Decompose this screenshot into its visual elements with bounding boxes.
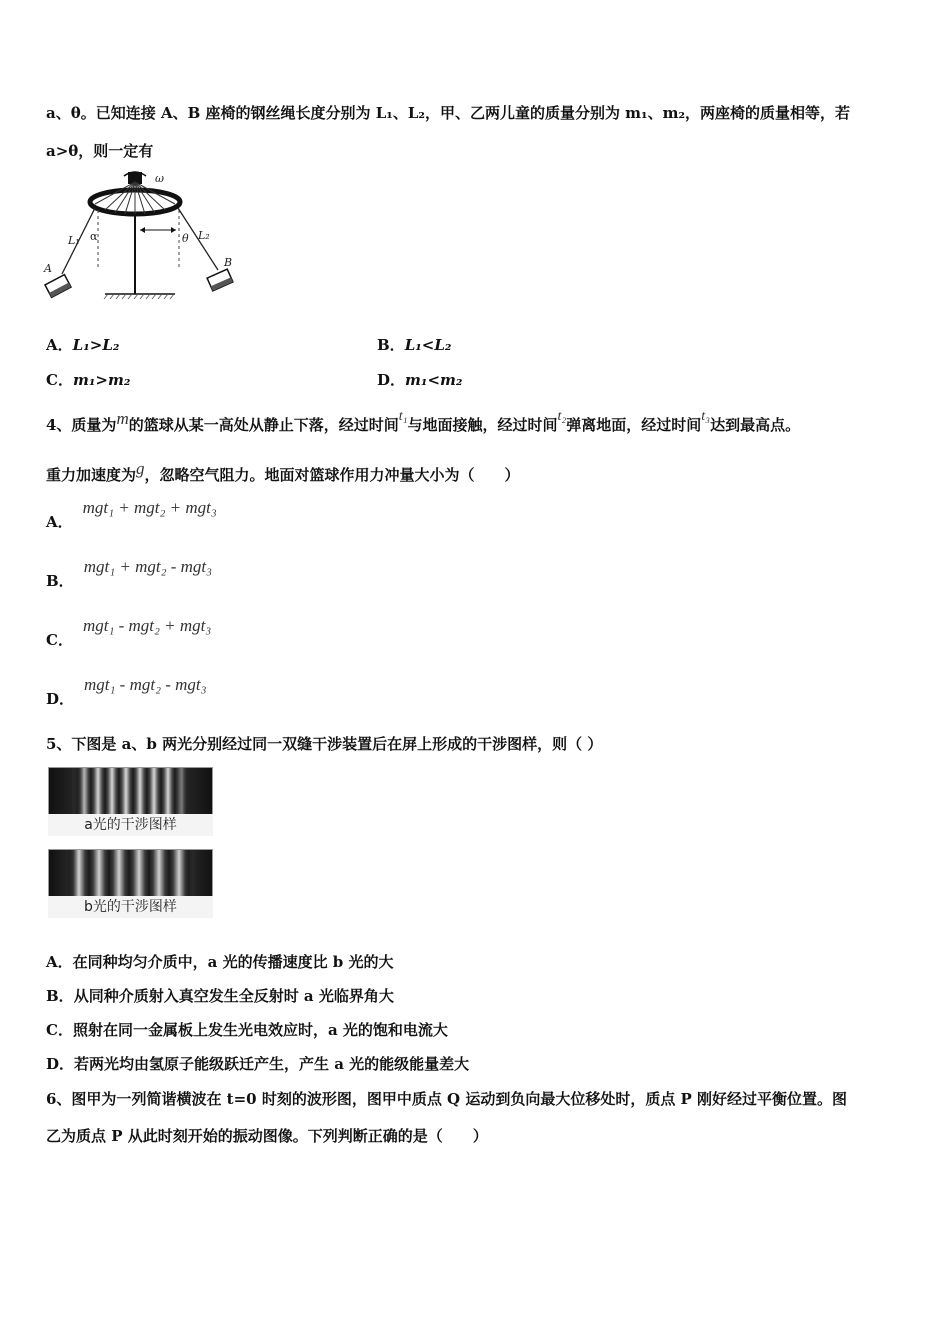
q5-option-c[interactable] xyxy=(46,1019,448,1040)
q4-text: 弹离地面，经过时间 xyxy=(566,416,702,434)
q4-option-b[interactable] xyxy=(46,556,213,590)
option-text: 从同种介质射入真空发生全反射时 a 光临界角大 xyxy=(73,987,394,1005)
q4-symbol-t3: t₃ xyxy=(701,409,711,424)
option-text: 照射在同一金属板上发生光电效应时，a 光的饱和电流大 xyxy=(72,1021,448,1039)
option-expr: mgt₁ - mgt₂ + mgt₃ xyxy=(82,616,212,635)
q3-option-b[interactable] xyxy=(377,334,452,355)
q3-option-a[interactable] xyxy=(46,334,119,355)
option-text: m₁<m₂ xyxy=(405,371,463,389)
q4-symbol-t1: t₁ xyxy=(398,409,408,424)
fringe-pattern-a xyxy=(48,767,213,815)
option-label: D． xyxy=(46,1055,75,1073)
q4-option-d[interactable] xyxy=(46,674,207,708)
L1-label: L₁ xyxy=(68,234,80,247)
option-text: L₁>L₂ xyxy=(72,336,120,354)
option-text: 若两光均由氢原子能级跃迁产生，产生 a 光的能级能量差大 xyxy=(74,1055,470,1073)
option-text: m₁>m₂ xyxy=(72,371,131,389)
option-label: D． xyxy=(377,371,406,389)
q5-option-a[interactable] xyxy=(46,951,394,972)
q4-text: 4、质量为 xyxy=(46,416,117,434)
alpha-label: α xyxy=(90,230,98,243)
q3-option-d[interactable] xyxy=(377,369,462,390)
fringe-pattern-b xyxy=(48,849,213,897)
q4-symbol-t2: t₂ xyxy=(557,409,567,424)
option-expr: mgt₁ - mgt₂ - mgt₃ xyxy=(84,675,207,694)
option-label: A． xyxy=(46,513,73,531)
option-label: B． xyxy=(46,987,74,1005)
option-label: C． xyxy=(46,1021,73,1039)
B-label: B xyxy=(224,256,233,269)
q5-option-b[interactable] xyxy=(46,985,394,1006)
q6-stem-line2: 乙为质点 P 从此时刻开始的振动图像。下列判断正确的是（ ） xyxy=(46,1127,488,1145)
option-label: A． xyxy=(46,953,73,971)
seat-A xyxy=(45,275,71,298)
option-label: C． xyxy=(46,371,73,389)
caption-a: a光的干涉图样 xyxy=(48,814,213,836)
q3-option-c[interactable] xyxy=(46,369,130,390)
option-label: D． xyxy=(46,690,75,708)
q4-text: 的篮球从某一高处从静止下落，经过时间 xyxy=(128,416,399,434)
option-text: L₁<L₂ xyxy=(404,336,452,354)
q4-option-a[interactable] xyxy=(46,497,217,531)
q3-intro-line1: a、θ。已知连接 A、B 座椅的钢丝绳长度分别为 L₁、L₂，甲、乙两儿童的质量分别为 m₁、m₂，两座椅的质量相等，若 xyxy=(46,104,851,122)
omega-label: ω xyxy=(155,172,164,185)
theta-label: θ xyxy=(182,232,189,245)
option-expr: mgt₁ + mgt₂ + mgt₃ xyxy=(82,498,217,517)
q5-option-d[interactable] xyxy=(46,1053,469,1074)
A-label: A xyxy=(44,262,52,275)
q5-stem: 5、下图是 a、b 两光分别经过同一双缝干涉装置后在屏上形成的干涉图样，则（ ） xyxy=(46,735,603,753)
carousel-figure xyxy=(40,168,250,303)
seat-B xyxy=(207,269,233,291)
option-expr: mgt₁ + mgt₂ - mgt₃ xyxy=(83,557,213,576)
q4-symbol-m: m xyxy=(116,409,129,428)
q3-intro-line2: a>θ，则一定有 xyxy=(46,142,154,160)
q6-stem-line1: 6、图甲为一列简谐横波在 t=0 时刻的波形图，图甲中质点 Q 运动到负向最大位移处时，质点 P 刚好经过平衡位置。图 xyxy=(46,1090,848,1108)
caption-b: b光的干涉图样 xyxy=(48,896,213,918)
L2-label: L₂ xyxy=(198,229,210,242)
option-text: 在同种均匀介质中，a 光的传播速度比 b 光的大 xyxy=(72,953,394,971)
q4-symbol-g: g xyxy=(136,459,145,478)
option-label: B． xyxy=(377,336,405,354)
q4-text: 重力加速度为 xyxy=(46,466,137,484)
q4-stem-line1 xyxy=(46,409,801,435)
q4-text: ，忽略空气阻力。地面对篮球作用力冲量大小为（ ） xyxy=(144,466,520,484)
q4-text: 与地面接触，经过时间 xyxy=(407,416,558,434)
option-label: B． xyxy=(46,572,74,590)
q4-text: 达到最高点。 xyxy=(710,416,801,434)
option-label: A． xyxy=(46,336,73,354)
q4-option-c[interactable] xyxy=(46,615,212,649)
q4-stem-line2 xyxy=(46,459,520,485)
option-label: C． xyxy=(46,631,73,649)
